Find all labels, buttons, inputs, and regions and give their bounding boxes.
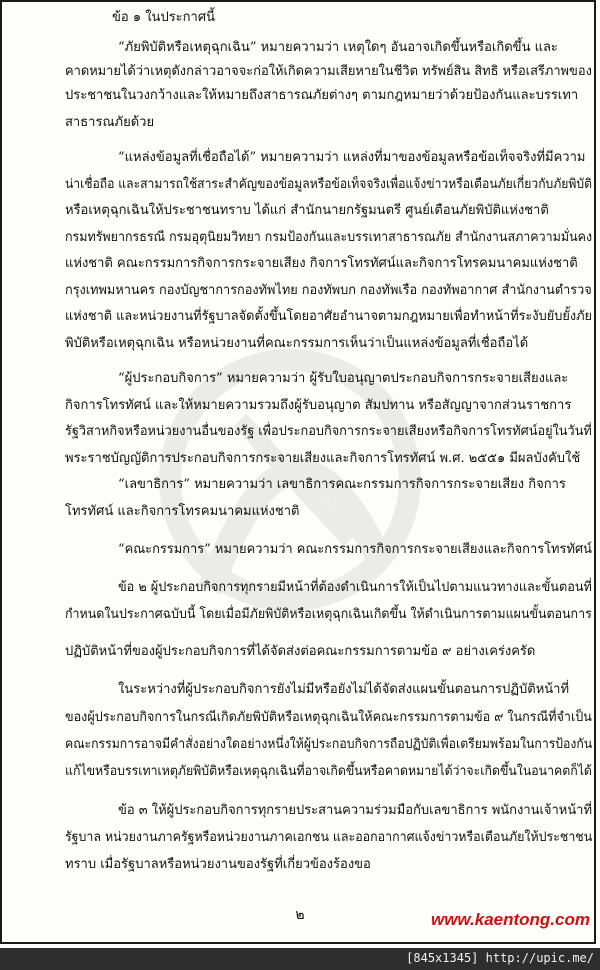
text-line: กำหนดในประกาศฉบับนี้ โดยเมื่อมีภัยพิบัติหรือเหตุฉุกเฉินเกิดขึ้น ให้ดำเนินการตามแผนขั้นตอนการ (65, 607, 592, 622)
footer-bar (0, 948, 600, 970)
text-line: น่าเชื่อถือ และสามารถใช้สาระสำคัญของข้อมูลหรือข้อเท็จจริงเพื่อแจ้งข่าวหรือเตือนภัยเกี่ยวกับภัยพิบัติ (65, 177, 592, 192)
text-line: คณะกรรมการอาจมีคำสั่งอย่างใดอย่างหนึ่งให้ผู้ประกอบกิจการถือปฏิบัติเพื่อเตรียมพร้อมในการป้องกัน (65, 737, 593, 752)
site-credit-link[interactable]: www.kaentong.com (430, 910, 590, 929)
text-line: พิบัติหรือเหตุฉุกเฉิน หรือหน่วยงานที่คณะกรรมการเห็นว่าเป็นแหล่งข้อมูลที่เชื่อถือได้ (65, 336, 529, 351)
text-line: โทรทัศน์ และกิจการโทรคมนาคมแห่งชาติ (65, 504, 300, 519)
text-line: แห่งชาติ และหน่วยงานที่รัฐบาลจัดตั้งขึ้นโดยอาศัยอำนาจตามกฎหมายเพื่อทำหน้าที่ระงับยับยั้งภัย (65, 309, 593, 324)
text-line: กรุงเทพมหานคร กองบัญชาการกองทัพไทย กองทัพบก กองทัพเรือ กองทัพอากาศ สำนักงานตำรวจ (65, 283, 592, 298)
text-line: รัฐวิสาหกิจหรือหน่วยงานอื่นของรัฐ เพื่อประกอบกิจการกระจายเสียงหรือกิจการโทรทัศน์อยู่ในวันที่ (65, 424, 592, 439)
text-line: ของผู้ประกอบกิจการในกรณีเกิดภัยพิบัติหรือเหตุฉุกเฉินให้คณะกรรมการตามข้อ ๙ ในกรณีที่จำเป็น (65, 710, 592, 725)
heading-clause-3: ข้อ ๓ ให้ผู้ประกอบกิจการทุกรายประสานความร่วมมือกับเลขาธิการ พนักงานเจ้าหน้าที่ (118, 803, 593, 818)
text-line: “ผู้ประกอบกิจการ” หมายความว่า ผู้รับใบอนุญาตประกอบกิจการกระจายเสียงและ (118, 371, 569, 386)
text-line: สาธารณภัยด้วย (65, 115, 155, 130)
text-line: ประชาชนในวงกว้างและให้หมายถึงสาธารณภัยต่างๆ ตามกฎหมายว่าด้วยป้องกันและบรรเทา (65, 88, 579, 103)
page-number: ๒ (295, 907, 305, 923)
text-line: “เลขาธิการ” หมายความว่า เลขาธิการคณะกรรมการกิจการกระจายเสียง กิจการ (118, 477, 566, 492)
text-line: คาดหมายได้ว่าเหตุดังกล่าวอาจจะก่อให้เกิดความเสียหายในชีวิต ทรัพย์สิน สิทธิ หรือเสรีภาพของ (65, 64, 592, 79)
text-line: ทราบ เมื่อรัฐบาลหรือหน่วยงานของรัฐที่เกี่ยวข้องร้องขอ (65, 857, 371, 872)
text-line: แห่งชาติ คณะกรรมการกิจการกระจายเสียง กิจการโทรทัศน์และกิจการโทรคมนาคมแห่งชาติ (65, 256, 578, 271)
text-line: “ภัยพิบัติหรือเหตุฉุกเฉิน” หมายความว่า เหตุใดๆ อันอาจเกิดขึ้นหรือเกิดขึ้น และ (118, 40, 558, 55)
text-line: ในระหว่างที่ผู้ประกอบกิจการยังไม่มีหรือยังไม่ได้จัดส่งแผนขั้นตอนการปฏิบัติหน้าที่ (118, 682, 570, 697)
heading-clause-1: ข้อ ๑ ในประกาศนี้ (112, 10, 215, 25)
heading-clause-2: ข้อ ๒ ผู้ประกอบกิจการทุกรายมีหน้าที่ต้องดำเนินการให้เป็นไปตามแนวทางและขั้นตอนที่ (118, 580, 592, 595)
text-line: รัฐบาล หน่วยงานภาครัฐหรือหน่วยงานภาคเอกชน และออกอากาศแจ้งข่าวหรือเตือนภัยให้ประชาชน (65, 830, 593, 845)
text-line: กิจการโทรทัศน์ และให้หมายความรวมถึงผู้รับอนุญาต สัมปทาน หรือสัญญาจากส่วนราชการ (65, 398, 572, 413)
text-line: ปฏิบัติหน้าที่ของผู้ประกอบกิจการที่ได้จัดส่งต่อคณะกรรมการตามข้อ ๙ อย่างเคร่งครัด (65, 644, 536, 659)
text-line: กรมทรัพยากรธรณี กรมอุตุนิยมวิทยา กรมป้องกันและบรรเทาสาธารณภัย สำนักงานสภาความมั่นคง (65, 230, 593, 245)
text-line: “แหล่งข้อมูลที่เชื่อถือได้” หมายความว่า แหล่งที่มาของข้อมูลหรือข้อเท็จจริงที่มีความ (118, 150, 586, 165)
text-line: พระราชบัญญัติการประกอบกิจการกระจายเสียงและกิจการโทรทัศน์ พ.ศ. ๒๕๕๑ มีผลบังคับใช้ (65, 451, 581, 466)
image-info-text: [845x1345] http://upic.me/ (406, 951, 594, 965)
text-line: “คณะกรรมการ” หมายความว่า คณะกรรมการกิจการกระจายเสียงและกิจการโทรทัศน์ (118, 542, 592, 557)
text-line: แก้ไขหรือบรรเทาเหตุภัยพิบัติหรือเหตุฉุกเฉินที่อาจเกิดขึ้นหรือคาดหมายได้ว่าจะเกิดขึ้นในอนาคตก็ได้ (65, 764, 592, 779)
text-line: หรือเหตุฉุกเฉินให้ประชาชนทราบ ได้แก่ สำนักนายกรัฐมนตรี ศูนย์เตือนภัยพิบัติแห่งชาติ (65, 203, 549, 218)
